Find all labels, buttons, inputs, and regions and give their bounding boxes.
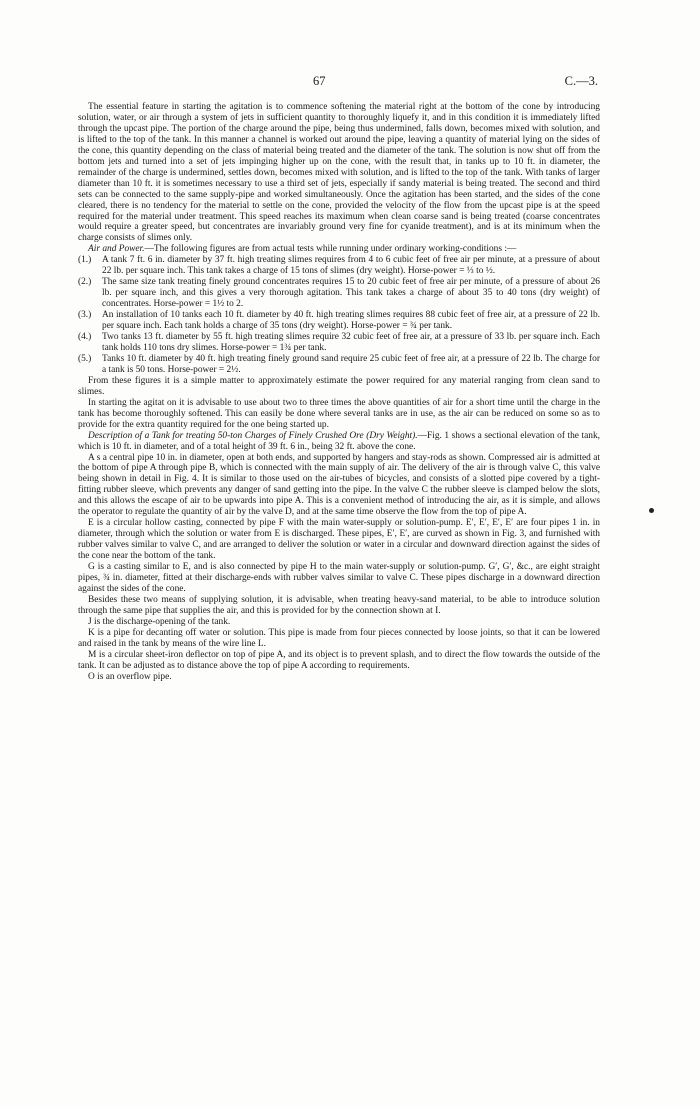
list-item (78, 255, 600, 277)
test-list (78, 255, 600, 375)
list-item-text: An installation of 10 tanks each 10 ft. diameter by 40 ft. high treating slimes requires 88 cubic feet of free air, at a pressure of 22 lb. per square inch. Each tank holds a charge of 35 tons (dry weight). Horse-power = ¾ per tank. (102, 310, 600, 332)
list-item-text: The same size tank treating finely ground concentrates requires 15 to 20 cubic feet of free air per minute, of a pressure of about 26 lb. per square inch, and this gives a very thorough agitation. This tank takes a charge of about 35 to 40 tons (dry weight) of concentrates. Horse-power = 1½ to 2. (102, 277, 600, 310)
paragraph: E is a circular hollow casting, connected by pipe F with the main water-supply or solution-pump. E′, E′, E′, E′ are four pipes 1 in. in diameter, through which the solution or water from E is discharged. These pipes, E′, E′, are curved as shown in Fig. 3, and furnished with rubber valves similar to valve C, and are arranged to deliver the solution or water in a circular and downward direction against the sides of the cone near the bottom of the tank. (78, 518, 600, 562)
list-item (78, 332, 600, 354)
paragraph: G is a casting similar to E, and is also connected by pipe H to the main water-supply or solution-pump. G′, G′, &c., are eight straight pipes, ¾ in. diameter, fitted at their discharge-ends with rubber valves similar to valve C. These pipes discharge in a downward direction against the sides of the cone. (78, 562, 600, 594)
page-number: 67 (313, 74, 326, 88)
document-body (78, 102, 600, 683)
list-item-number: (2.) (78, 277, 92, 288)
list-item-text: Two tanks 13 ft. diameter by 55 ft. high treating slimes require 32 cubic feet of free air, at a pressure of 33 lb. per square inch. Each tank holds 110 tons dry slimes. Horse-power = 1¾ per tank. (102, 332, 600, 353)
paragraph: O is an overflow pipe. (88, 671, 172, 682)
air-power-heading: Air and Power. (88, 244, 145, 255)
list-item-number: (4.) (78, 332, 92, 343)
list-item-text: Tanks 10 ft. diameter by 40 ft. high treating finely ground sand require 25 cubic feet of free air, at a pressure of 22 lb. The charge for a tank is 50 tons. Horse-power = 2½. (102, 353, 600, 375)
list-item (78, 310, 600, 332)
paragraph: From these figures it is a simple matter to approximately estimate the power required for any material ranging from clean sand to slimes. (78, 375, 600, 397)
paragraph: K is a pipe for decanting off water or solution. This pipe is made from four pieces connected by loose joints, so that it can be lowered and raised in the tank by means of the wire line L. (78, 627, 600, 649)
description-paragraph (78, 431, 600, 453)
document-reference: C.—3. (564, 74, 598, 88)
margin-mark (649, 508, 654, 513)
air-power-paragraph (78, 244, 600, 255)
air-power-text: —The following figures are from actual tests while running under ordinary working-conditions :— (144, 244, 517, 255)
list-item-text: A tank 7 ft. 6 in. diameter by 37 ft. high treating slimes requires from 4 to 6 cubic feet of free air per minute, at a pressure of about 22 lb. per square inch. This tank takes a charge of 15 tons of slimes (dry weight). Horse-power = ⅓ to ½. (102, 255, 600, 277)
paragraph: In starting the agitat on it is advisable to use about two to three times the above quantities of air for a short time until the charge in the tank has become thoroughly softened. This can easily be done where several tanks are in use, as the air can be reduced on some so as to provide for the extra quantity required for the one being started up. (78, 397, 600, 430)
list-item-number: (5.) (78, 353, 92, 364)
document-page (78, 0, 600, 683)
paragraph: A s a central pipe 10 in. in diameter, open at both ends, and supported by hangers and stay-rods as shown. Compressed air is admitted at the bottom of pipe A through pipe B, which is connected with the main supply of air. The delivery of the air is through valve C, this valve being shown in detail in Fig. 4. It is similar to those used on the air-tubes of bicycles, and consists of a slotted pipe covered by a tight-fitting rubber sleeve, which prevents any danger of sand getting into the pipe. In the valve C the rubber sleeve is clamped below the slots, and this allows the escape of air to be upwards into pipe A. This is a convenient method of introducing the air, as it is simple, and allows the operator to regulate the quantity of air by the valve D, and at the same time observe the flow from the top of pipe A. (78, 452, 600, 518)
paragraph: M is a circular sheet-iron deflector on top of pipe A, and its object is to prevent splash, and to direct the flow towards the outside of the tank. It can be adjusted as to distance above the top of pipe A according to requirements. (78, 649, 600, 671)
list-item (78, 277, 600, 310)
page-header (78, 74, 600, 94)
list-item (78, 354, 600, 376)
description-heading: Description of a Tank for treating 50-ton Charges of Finely Crushed Ore (Dry Weight). (88, 430, 418, 441)
list-item-number: (1.) (78, 255, 92, 266)
paragraph: Besides these two means of supplying solution, it is advisable, when treating heavy-sand material, to be able to introduce solution through the same pipe that supplies the air, and this is provided for by the connection shown at I. (78, 594, 600, 616)
intro-paragraph: The essential feature in starting the agitation is to commence softening the material right at the bottom of the cone by introducing solution, water, or air through a system of jets in sufficient quantity to thoroughly liquefy it, and in this condition it is immediately lifted through the upcast pipe. The portion of the charge around the pipe, being thus undermined, falls down, becomes mixed with solution, and is lifted to the top of the tank. In this manner a channel is worked out around the pipe, leaving a quantity of material lying on the sides of the cone, this quantity depending on the class of material being treated and the diameter of the tank. The solution is now shut off from the bottom jets and turned into a set of jets impinging higher up on the cone, with the result that, in tanks up to 10 ft. in diameter, the remainder of the charge is undermined, settles down, becomes mixed with solution, and is lifted to the top of the tank. With tanks of larger diameter than 10 ft. it is sometimes necessary to use a third set of jets, especially if sandy material is being treated. The second and third sets can be connected to the same supply-pipe and worked simultaneously. Once the agitation has been started, and the sides of the cone cleared, there is no tendency for the material to settle on the cone, provided the velocity of the flow from the upcast pipe is at the speed required for the material under treatment. This speed reaches its maximum when clean coarse sand is being treated (coarse concentrates would require a greater speed, but concentrates are invariably ground very fine for cyanide treatment), and is at its minimum when the charge consists of slimes only. (78, 102, 600, 244)
paragraph: J is the discharge-opening of the tank. (88, 616, 231, 627)
description-text: —Fig. 1 shows a sectional elevation of the tank, which is 10 ft. in diameter, and of a total height of 39 ft. 6 in., being 32 ft. above the cone. (78, 430, 600, 452)
list-item-number: (3.) (78, 310, 92, 321)
